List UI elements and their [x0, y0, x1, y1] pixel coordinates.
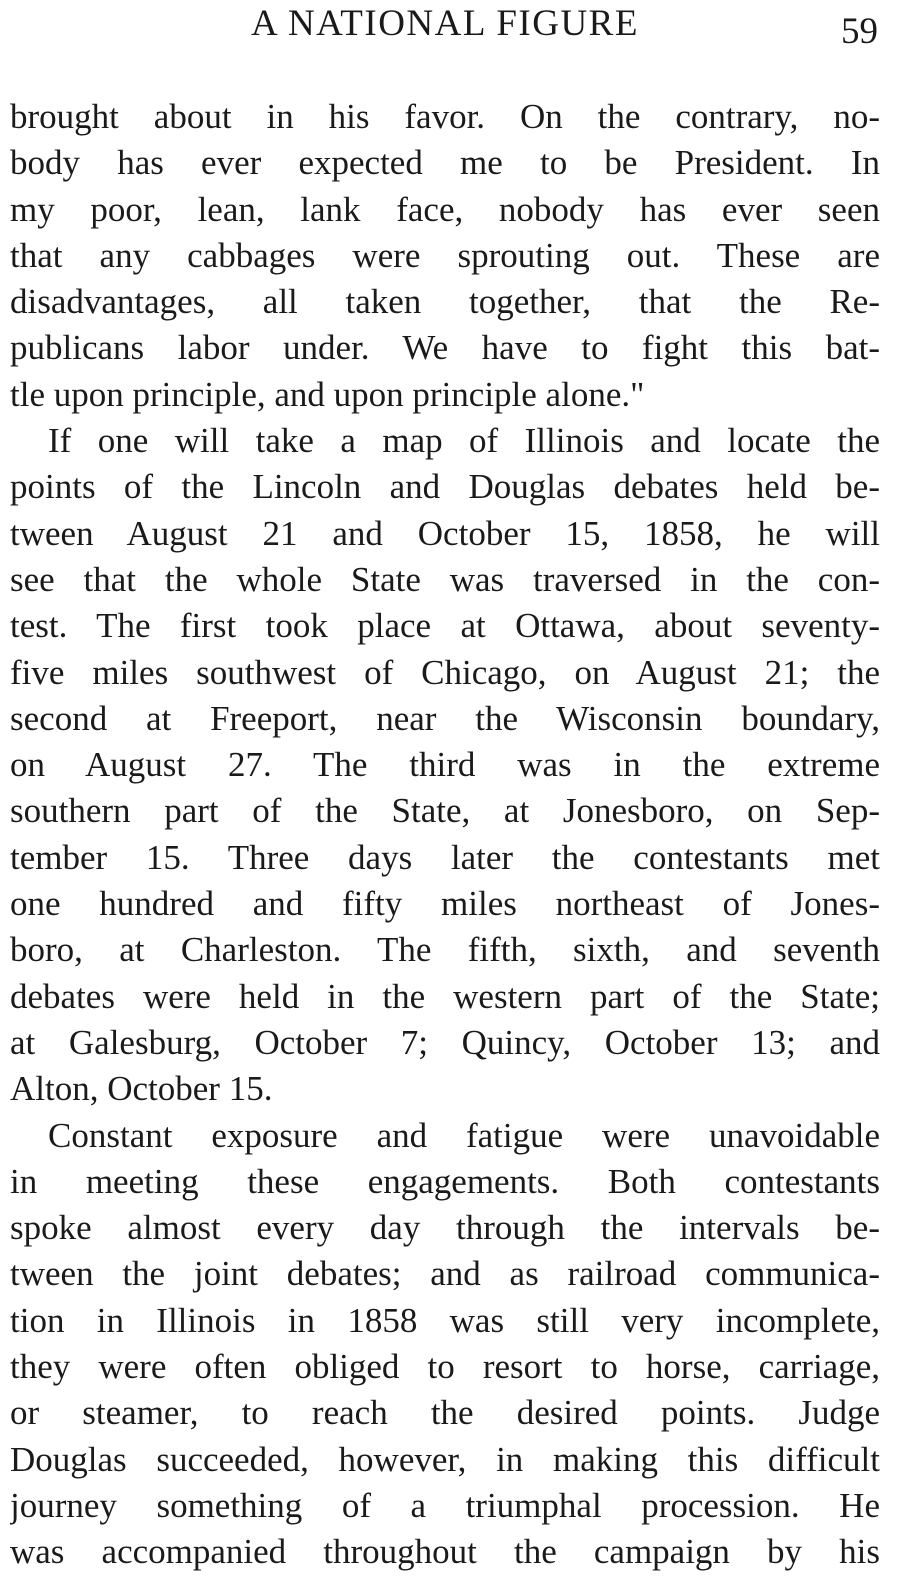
text-line: points of the Lincoln and Douglas debates held be-: [10, 467, 880, 507]
running-head: [10, 0, 880, 52]
text-line: in meeting these engagements. Both contestants: [10, 1161, 880, 1201]
text-line: test. The first took place at Ottawa, about seventy-: [10, 606, 880, 646]
text-line: tion in Illinois in 1858 was still very incomplete,: [10, 1300, 880, 1340]
text-line: journey something of a triumphal procession. He: [10, 1485, 880, 1525]
text-line: Constant exposure and fatigue were unavoidable: [48, 1115, 880, 1155]
text-line: boro, at Charleston. The fifth, sixth, and seventh: [10, 930, 880, 970]
text-line: five miles southwest of Chicago, on August 21; the: [10, 652, 880, 692]
text-line: or steamer, to reach the desired points. Judge: [10, 1393, 880, 1433]
paragraph-3: [10, 1113, 880, 1576]
text-line: that any cabbages were sprouting out. These are: [10, 235, 880, 275]
text-line: Alton, October 15.: [10, 1069, 273, 1109]
text-line: southern part of the State, at Jonesboro, on Sep-: [10, 791, 880, 831]
text-line: debates were held in the western part of the State;: [10, 976, 880, 1016]
text-line: one hundred and fifty miles northeast of Jones-: [10, 884, 880, 924]
text-line: second at Freeport, near the Wisconsin boundary,: [10, 698, 880, 738]
text-line: brought about in his favor. On the contrary, no-: [10, 97, 880, 136]
text-line: tween August 21 and October 15, 1858, he will: [10, 513, 880, 553]
text-line: see that the whole State was traversed in the con-: [10, 559, 880, 599]
body-text: [10, 94, 880, 1576]
text-line: tle upon principle, and upon principle alone.": [10, 374, 645, 414]
text-line: tween the joint debates; and as railroad communica-: [10, 1254, 880, 1294]
paragraph-2: [10, 418, 880, 1112]
text-line: spoke almost every day through the intervals be-: [10, 1208, 880, 1248]
text-line: body has ever expected me to be President. In: [10, 143, 880, 183]
text-line: at Galesburg, October 7; Quincy, October 13; and: [10, 1022, 880, 1062]
text-line: If one will take a map of Illinois and locate the: [48, 421, 880, 461]
text-line: they were often obliged to resort to horse, carriage,: [10, 1347, 880, 1387]
running-title: A NATIONAL FIGURE: [251, 3, 639, 44]
text-line: publicans labor under. We have to fight this bat-: [10, 328, 880, 368]
page-number: 59: [841, 11, 878, 52]
paragraph-1: [10, 94, 880, 418]
text-line: my poor, lean, lank face, nobody has ever seen: [10, 189, 880, 229]
text-line: disadvantages, all taken together, that the Re-: [10, 282, 880, 322]
text-line: on August 27. The third was in the extreme: [10, 745, 880, 785]
book-page: [10, 0, 880, 1572]
text-line: was accompanied throughout the campaign by his: [10, 1532, 880, 1572]
text-line: Douglas succeeded, however, in making this difficult: [10, 1439, 880, 1479]
text-line: tember 15. Three days later the contestants met: [10, 837, 880, 877]
